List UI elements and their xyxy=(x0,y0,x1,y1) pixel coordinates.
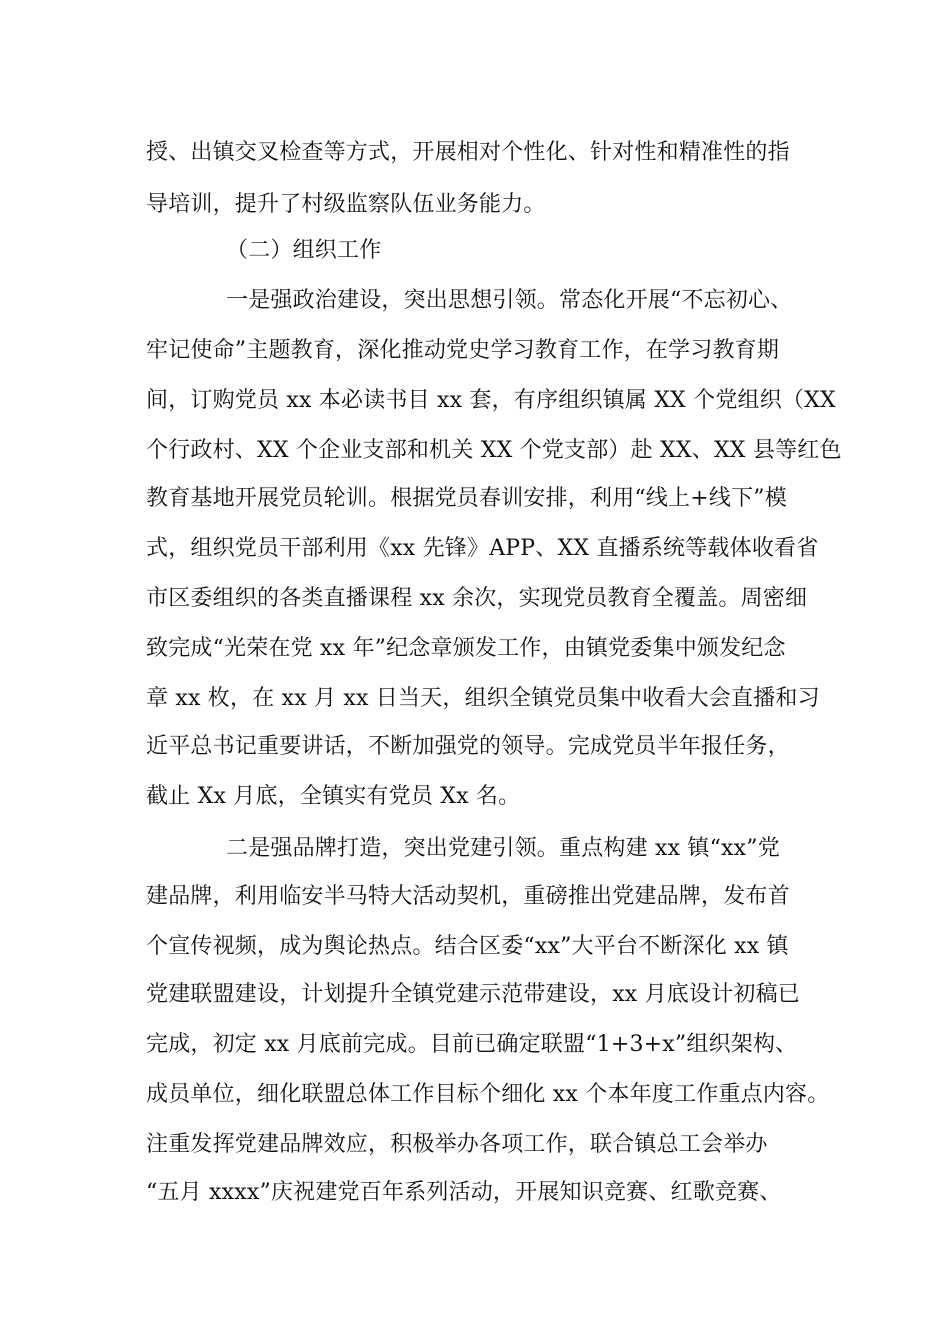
text-line: 近平总书记重要讲话，不断加强党的领导。完成党员半年报任务， xyxy=(146,734,790,759)
section-heading: （二）组织工作 xyxy=(226,238,382,263)
text-line: 授、出镇交叉检查等方式，开展相对个性化、针对性和精准性的指 xyxy=(146,140,790,165)
text-line: 致完成“光荣在党 xx 年”纪念章颁发工作，由镇党委集中颁发纪念 xyxy=(146,636,786,661)
text-line: 式，组织党员干部利用《xx 先锋》APP、XX 直播系统等载体收看省 xyxy=(146,536,819,561)
text-line: 教育基地开展党员轮训。根据党员春训安排，利用“线上+线下”模 xyxy=(146,486,787,511)
text-line: 成员单位，细化联盟总体工作目标个细化 xx 个本年度工作重点内容。 xyxy=(146,1082,830,1107)
paragraph-first-line: 一是强政治建设，突出思想引领。常态化开展“不忘初心、 xyxy=(226,288,793,313)
paragraph-first-line: 二是强品牌打造，突出党建引领。重点构建 xx 镇“xx”党 xyxy=(226,836,780,861)
text-line: 党建联盟建设，计划提升全镇党建示范带建设，xx 月底设计初稿已 xyxy=(146,982,801,1007)
text-line: 牢记使命”主题教育，深化推动党史学习教育工作，在学习教育期 xyxy=(146,338,780,363)
text-line: “五月 xxxx”庆祝建党百年系列活动，开展知识竞赛、红歌竞赛、 xyxy=(146,1180,782,1205)
text-line: 导培训，提升了村级监察队伍业务能力。 xyxy=(146,192,546,217)
text-line: 截止 Xx 月底，全镇实有党员 Xx 名。 xyxy=(146,784,521,809)
text-line: 市区委组织的各类直播课程 xx 余次，实现党员教育全覆盖。周密细 xyxy=(146,586,808,611)
text-line: 个宣传视频，成为舆论热点。结合区委“xx”大平台不断深化 xx 镇 xyxy=(146,934,789,959)
text-line: 注重发挥党建品牌效应，积极举办各项工作，联合镇总工会举办 xyxy=(146,1132,768,1157)
text-line: 完成，初定 xx 月底前完成。目前已确定联盟“1+3+x”组织架构、 xyxy=(146,1032,798,1057)
text-line: 章 xx 枚，在 xx 月 xx 日当天，组织全镇党员集中收看大会直播和习 xyxy=(146,686,820,711)
text-line: 建品牌，利用临安半马特大活动契机，重磅推出党建品牌，发布首 xyxy=(146,884,790,909)
text-line: 间，订购党员 xx 本必读书目 xx 套，有序组织镇属 XX 个党组织（XX xyxy=(146,388,836,413)
text-line: 个行政村、XX 个企业支部和机关 XX 个党支部）赴 XX、XX 县等红色 xyxy=(146,438,842,463)
